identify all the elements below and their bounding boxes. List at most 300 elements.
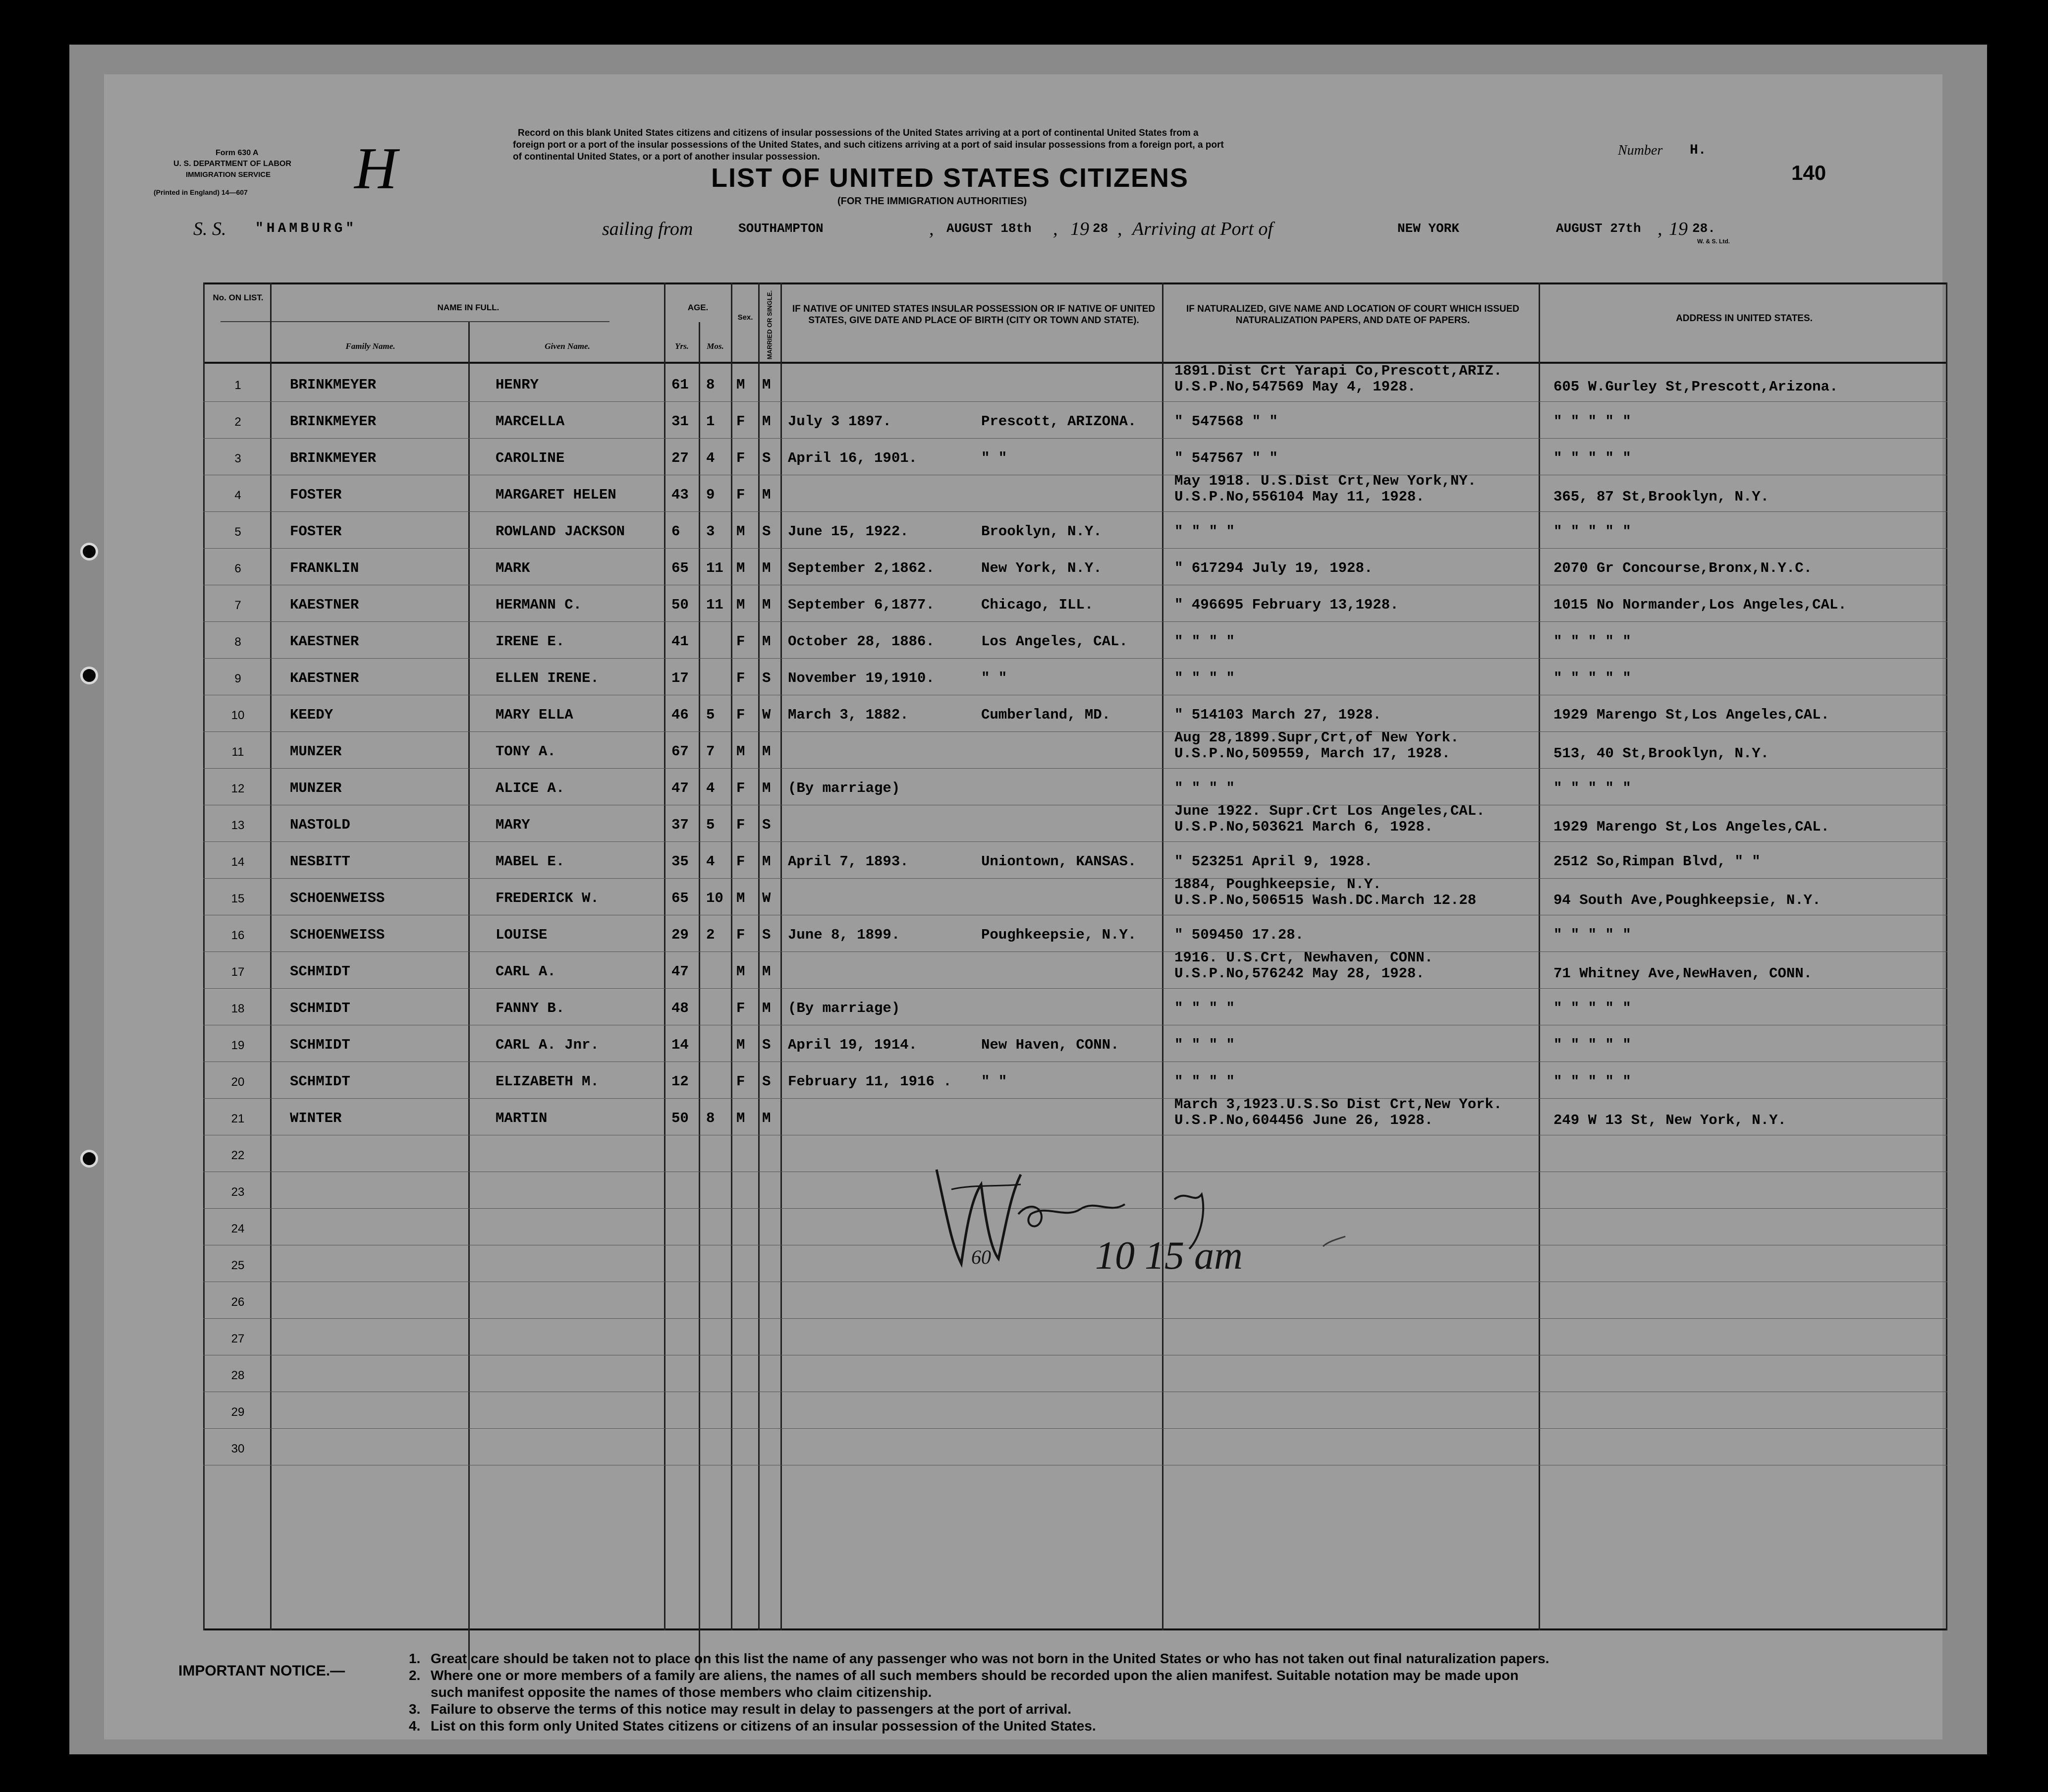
arriving-label: ,: [1117, 219, 1122, 239]
comma-3: ,: [1658, 219, 1662, 239]
header-mos: Mos.: [707, 341, 724, 351]
row-number: 26: [231, 1295, 245, 1309]
row-rule: [203, 548, 1947, 549]
naturalization-papers: U.S.P.No,576242 May 28, 1928.: [1174, 965, 1425, 982]
age-years: 65: [671, 560, 689, 576]
address: " " " " ": [1553, 523, 1631, 540]
family-name: MUNZER: [290, 743, 342, 760]
marital-status: M: [762, 487, 771, 503]
address: 1929 Marengo St,Los Angeles,CAL.: [1553, 819, 1829, 835]
age-months: 3: [706, 523, 715, 540]
notice-item-number: 3.: [409, 1701, 421, 1717]
table-row: [203, 842, 1947, 879]
row-rule: [203, 1098, 1947, 1099]
naturalization-court: 1916. U.S.Crt, Newhaven, CONN.: [1174, 950, 1434, 966]
marital-status: W: [762, 707, 771, 723]
sex: M: [736, 560, 745, 576]
punch-hole: [80, 543, 98, 560]
given-name: TONY A.: [496, 743, 556, 760]
birth-date: April 7, 1893.: [788, 853, 909, 870]
form-title: LIST OF UNITED STATES CITIZENS: [711, 163, 1189, 193]
table-border-bottom: [203, 1628, 1947, 1630]
table-border-top: [203, 282, 1947, 284]
row-number: 28: [231, 1369, 245, 1382]
birth-date: June 15, 1922.: [788, 523, 909, 540]
naturalization-court: June 1922. Supr.Crt Los Angeles,CAL.: [1174, 803, 1485, 819]
family-name: NESBITT: [290, 853, 350, 870]
arrival-port: NEW YORK: [1397, 221, 1459, 236]
marital-status: S: [762, 1037, 771, 1053]
family-name: SCHMIDT: [290, 1037, 350, 1053]
address: 605 W.Gurley St,Prescott,Arizona.: [1553, 379, 1838, 395]
table-row: [203, 876, 1947, 916]
naturalization-court: " 496695 February 13,1928.: [1174, 597, 1399, 613]
notice-item: [409, 1718, 1549, 1735]
row-number: 23: [231, 1185, 245, 1199]
row-number: 15: [231, 892, 245, 905]
handwritten-mark: H: [354, 135, 397, 201]
marital-status: S: [762, 927, 771, 943]
age-years: 50: [671, 597, 689, 613]
birth-place: New York, N.Y.: [981, 560, 1102, 576]
marital-status: M: [762, 743, 771, 760]
birth-date: September 6,1877.: [788, 597, 935, 613]
age-years: 37: [671, 817, 689, 833]
header-family-name: Family Name.: [345, 341, 395, 351]
naturalization-court: 1891.Dist Crt Yarapi Co,Prescott,ARIZ.: [1174, 363, 1502, 379]
notice-item-number: 1.: [409, 1651, 421, 1666]
naturalization-papers: U.S.P.No,604456 June 26, 1928.: [1174, 1112, 1434, 1128]
age-years: 29: [671, 927, 689, 943]
birth-date: November 19,1910.: [788, 670, 935, 686]
age-months: 4: [706, 450, 715, 466]
address: " " " " ": [1553, 1073, 1631, 1090]
age-years: 14: [671, 1037, 689, 1053]
notice-item-text: Failure to observe the terms of this notice may result in delay to passengers at the port of arrival.: [431, 1701, 1072, 1717]
age-months: 1: [706, 413, 715, 430]
address: 1929 Marengo St,Los Angeles,CAL.: [1553, 707, 1829, 723]
sailing-from-label: sailing from: [602, 219, 693, 239]
marital-status: S: [762, 817, 771, 833]
row-number: 22: [231, 1149, 245, 1162]
age-years: 27: [671, 450, 689, 466]
family-name: FRANKLIN: [290, 560, 359, 576]
row-number: 21: [231, 1112, 245, 1125]
table-row: [203, 549, 1947, 586]
naturalization-court: March 3,1923.U.S.So Dist Crt,New York.: [1174, 1096, 1502, 1113]
table-row: [203, 769, 1947, 806]
address: 249 W 13 St, New York, N.Y.: [1553, 1112, 1786, 1128]
birth-date: (By marriage): [788, 1000, 900, 1016]
marital-status: M: [762, 597, 771, 613]
family-name: BRINKMEYER: [290, 377, 377, 393]
sex: F: [736, 1073, 745, 1090]
sex: F: [736, 450, 745, 466]
row-rule: [203, 878, 1947, 879]
given-name: FANNY B.: [496, 1000, 565, 1016]
age-years: 61: [671, 377, 689, 393]
sex: M: [736, 743, 745, 760]
row-number: 19: [231, 1039, 245, 1052]
given-name: IRENE E.: [496, 633, 565, 650]
family-name: NASTOLD: [290, 817, 350, 833]
family-name: FOSTER: [290, 487, 342, 503]
row-number: 3: [234, 452, 241, 465]
sex: F: [736, 707, 745, 723]
sex: M: [736, 1037, 745, 1053]
birth-place: Chicago, ILL.: [981, 597, 1094, 613]
notice-item-text: Great care should be taken not to place on this list the name of any passenger who was not born in the United States or who has not taken out final naturalization papers.: [431, 1651, 1550, 1666]
header-given-name: Given Name.: [545, 341, 590, 351]
header-divider: [565, 321, 609, 322]
notice-item-text: Where one or more members of a family are aliens, the names of all such members should be recorded upon the alien manifest. Suitable notation may be made upon: [431, 1668, 1519, 1683]
age-months: 10: [706, 890, 723, 906]
address: " " " " ": [1553, 1000, 1631, 1016]
birth-date: (By marriage): [788, 780, 900, 796]
family-name: KAESTNER: [290, 597, 359, 613]
row-number: 29: [231, 1405, 245, 1419]
table-row: [203, 622, 1947, 659]
page-number: 140: [1791, 161, 1827, 184]
given-name: ELLEN IRENE.: [496, 670, 599, 686]
marital-status: S: [762, 1073, 771, 1090]
row-number: 11: [231, 745, 244, 759]
marital-status: M: [762, 1110, 771, 1126]
birth-place: Uniontown, KANSAS.: [981, 853, 1137, 870]
header-birth: IF NATIVE OF UNITED STATES INSULAR POSSESSION OR IF NATIVE OF UNITED STATES, GIVE DATE AND PLACE OF BIRTH (CITY OR TOWN AND STATE).: [792, 304, 1156, 326]
family-name: BRINKMEYER: [290, 450, 377, 466]
row-number: 6: [234, 562, 241, 575]
birth-date: July 3 1897.: [788, 413, 891, 430]
age-months: 4: [706, 853, 715, 870]
table-row: [203, 989, 1947, 1026]
notice-item: [409, 1684, 1549, 1701]
age-years: 47: [671, 780, 689, 796]
table-row: [203, 1429, 1947, 1466]
table-row: [203, 803, 1947, 842]
naturalization-court: " " " ": [1174, 780, 1235, 796]
given-name: MARY: [496, 817, 530, 833]
age-months: 8: [706, 377, 715, 393]
record-note-line-1: Record on this blank United States citizens and citizens of insular possessions of the United States arriving at a port of continental United States from a: [518, 128, 1199, 138]
number-value: H.: [1690, 143, 1707, 158]
row-rule: [203, 658, 1947, 659]
notice-item-number: 4.: [409, 1718, 421, 1734]
given-name: MARK: [496, 560, 530, 576]
notice-item: [409, 1667, 1549, 1684]
age-months: 11: [706, 560, 723, 576]
form-page: [104, 74, 1942, 1739]
table-row: [203, 402, 1947, 439]
family-name: WINTER: [290, 1110, 342, 1126]
notice-item: [409, 1650, 1549, 1667]
address: 2070 Gr Concourse,Bronx,N.Y.C.: [1553, 560, 1813, 576]
sex: F: [736, 413, 745, 430]
naturalization-court: " " " ": [1174, 1037, 1235, 1053]
table-row: [203, 1063, 1947, 1099]
age-months: 2: [706, 927, 715, 943]
address: " " " " ": [1553, 780, 1631, 796]
ss-label: S. S.: [193, 219, 226, 239]
punch-hole: [80, 667, 98, 684]
naturalization-court: " " " ": [1174, 1000, 1235, 1016]
birth-date: April 16, 1901.: [788, 450, 918, 466]
row-number: 25: [231, 1259, 245, 1272]
naturalization-papers: U.S.P.No,556104 May 11, 1928.: [1174, 489, 1425, 505]
sex: M: [736, 597, 745, 613]
header-name-in-full: NAME IN FULL.: [437, 303, 499, 312]
family-name: MUNZER: [290, 780, 342, 796]
naturalization-papers: U.S.P.No,547569 May 4, 1928.: [1174, 379, 1416, 395]
given-name: MARY ELLA: [496, 707, 573, 723]
sex: M: [736, 890, 745, 906]
table-row: [203, 512, 1947, 549]
form-subtitle: (FOR THE IMMIGRATION AUTHORITIES): [837, 196, 1027, 207]
notice-item-number: 2.: [409, 1668, 421, 1683]
family-name: KAESTNER: [290, 670, 359, 686]
row-rule: [203, 1318, 1947, 1319]
record-note-line-2: foreign port or a port of the insular possessions of the United States, and such citizens arriving at a port of said insular possessions from a foreign port, a port: [513, 140, 1224, 150]
printer-mark: W. & S. Ltd.: [1697, 238, 1730, 245]
birth-place: Brooklyn, N.Y.: [981, 523, 1102, 540]
arrival-date: AUGUST 27th: [1556, 221, 1641, 236]
arrive-year-prefix: 19: [1669, 219, 1688, 239]
row-number: 2: [234, 415, 241, 429]
departure-date: AUGUST 18th: [946, 221, 1032, 236]
birth-date: March 3, 1882.: [788, 707, 909, 723]
row-rule: [203, 511, 1947, 512]
arriving-at-port-label: Arriving at Port of: [1132, 219, 1273, 239]
birth-place: " ": [981, 450, 1007, 466]
age-years: 46: [671, 707, 689, 723]
age-years: 12: [671, 1073, 689, 1090]
row-number: 18: [231, 1002, 245, 1015]
sex: M: [736, 963, 745, 980]
sail-year-prefix: 19: [1070, 219, 1089, 239]
naturalization-court: " 509450 17.28.: [1174, 927, 1304, 943]
row-number: 10: [231, 709, 245, 722]
notice-item-text: such manifest opposite the names of those members who claim citizenship.: [431, 1684, 932, 1700]
birth-date: September 2,1862.: [788, 560, 935, 576]
given-name: CARL A.: [496, 963, 556, 980]
notice-list: [409, 1650, 1549, 1735]
given-name: CAROLINE: [496, 450, 565, 466]
naturalization-court: " 617294 July 19, 1928.: [1174, 560, 1373, 576]
address: 2512 So,Rimpan Blvd, " ": [1553, 853, 1761, 870]
naturalization-papers: U.S.P.No,506515 Wash.DC.March 12.28: [1174, 892, 1477, 908]
row-number: 13: [231, 819, 245, 832]
row-number: 4: [234, 489, 241, 502]
given-name: MARGARET HELEN: [496, 487, 616, 503]
table-row: [203, 916, 1947, 952]
age-months: 4: [706, 780, 715, 796]
table-row: [203, 1393, 1947, 1429]
family-name: SCHMIDT: [290, 1073, 350, 1090]
marital-status: M: [762, 560, 771, 576]
marital-status: M: [762, 853, 771, 870]
address: 94 South Ave,Poughkeepsie, N.Y.: [1553, 892, 1821, 908]
table-row: [203, 952, 1947, 989]
age-years: 43: [671, 487, 689, 503]
document-sheet: [69, 45, 1987, 1754]
row-rule: [203, 438, 1947, 439]
marital-status: M: [762, 1000, 771, 1016]
svg-text:10 15 am: 10 15 am: [1095, 1234, 1243, 1278]
header-naturalized: IF NATURALIZED, GIVE NAME AND LOCATION OF COURT WHICH ISSUED NATURALIZATION PAPERS, AND DATE OF PAPERS.: [1186, 304, 1519, 326]
table-row: [203, 1026, 1947, 1063]
given-name: MARTIN: [496, 1110, 548, 1126]
birth-place: Poughkeepsie, N.Y.: [981, 927, 1137, 943]
marital-status: M: [762, 633, 771, 650]
header-sex: Sex.: [737, 313, 753, 322]
svg-text:60: 60: [971, 1246, 991, 1268]
family-name: SCHOENWEISS: [290, 927, 385, 943]
row-number: 24: [231, 1222, 245, 1235]
notice-label: IMPORTANT NOTICE.—: [178, 1663, 345, 1679]
naturalization-court: " 547568 " ": [1174, 413, 1278, 430]
naturalization-court: " 523251 April 9, 1928.: [1174, 853, 1373, 870]
marital-status: S: [762, 450, 771, 466]
family-name: SCHMIDT: [290, 1000, 350, 1016]
number-label: Number: [1618, 143, 1663, 158]
given-name: MARCELLA: [496, 413, 565, 430]
sex: F: [736, 487, 745, 503]
row-number: 20: [231, 1075, 245, 1089]
age-years: 48: [671, 1000, 689, 1016]
row-number: 7: [234, 599, 241, 612]
sex: M: [736, 523, 745, 540]
sex: M: [736, 377, 745, 393]
naturalization-papers: U.S.P.No,503621 March 6, 1928.: [1174, 819, 1434, 835]
sex: M: [736, 1110, 745, 1126]
record-note-line-3: of continental United States, or a port of another insular possession.: [513, 152, 820, 162]
naturalization-court: May 1918. U.S.Dist Crt,New York,NY.: [1174, 473, 1477, 489]
age-years: 50: [671, 1110, 689, 1126]
sex: F: [736, 1000, 745, 1016]
given-name: HERMANN C.: [496, 597, 582, 613]
row-number: 5: [234, 525, 241, 539]
header-address: ADDRESS IN UNITED STATES.: [1676, 313, 1813, 324]
address: " " " " ": [1553, 670, 1631, 686]
birth-date: October 28, 1886.: [788, 633, 935, 650]
table-row: [203, 586, 1947, 622]
age-months: 5: [706, 707, 715, 723]
header-divider: [369, 321, 565, 322]
given-name: HENRY: [496, 377, 539, 393]
marital-status: M: [762, 413, 771, 430]
punch-hole: [80, 1150, 98, 1168]
given-name: MABEL E.: [496, 853, 565, 870]
given-name: ALICE A.: [496, 780, 565, 796]
row-rule: [203, 988, 1947, 989]
birth-date: February 11, 1916 .: [788, 1073, 952, 1090]
row-number: 14: [231, 855, 245, 869]
row-number: 1: [234, 379, 241, 392]
table-row: [203, 729, 1947, 769]
age-years: 47: [671, 963, 689, 980]
marital-status: M: [762, 780, 771, 796]
address: 365, 87 St,Brooklyn, N.Y.: [1553, 489, 1770, 505]
age-years: 35: [671, 853, 689, 870]
comma-1: ,: [929, 219, 934, 239]
header-no-on-list: No. ON LIST.: [213, 293, 264, 302]
marital-status: W: [762, 890, 771, 906]
naturalization-court: " 514103 March 27, 1928.: [1174, 707, 1382, 723]
header-yrs: Yrs.: [675, 341, 689, 351]
row-rule: [203, 841, 1947, 842]
header-married-or-single: MARRIED OR SINGLE.: [766, 290, 774, 360]
row-number: 12: [231, 782, 245, 795]
given-name: ELIZABETH M.: [496, 1073, 599, 1090]
comma-2: ,: [1053, 219, 1058, 239]
naturalization-court: " 547567 " ": [1174, 450, 1278, 466]
marital-status: M: [762, 377, 771, 393]
sex: F: [736, 927, 745, 943]
table-row: [203, 363, 1947, 402]
age-years: 67: [671, 743, 689, 760]
table-row: [203, 1096, 1947, 1136]
family-name: KAESTNER: [290, 633, 359, 650]
address: " " " " ": [1553, 450, 1631, 466]
sex: F: [736, 633, 745, 650]
marital-status: S: [762, 670, 771, 686]
age-years: 41: [671, 633, 689, 650]
arrival-year: 28.: [1692, 221, 1716, 236]
address: 1015 No Normander,Los Angeles,CAL.: [1553, 597, 1847, 613]
naturalization-papers: U.S.P.No,509559, March 17, 1928.: [1174, 745, 1450, 762]
marital-status: S: [762, 523, 771, 540]
address: " " " " ": [1553, 1037, 1631, 1053]
age-years: 65: [671, 890, 689, 906]
age-months: 8: [706, 1110, 715, 1126]
age-months: 7: [706, 743, 715, 760]
address: " " " " ": [1553, 413, 1631, 430]
row-number: 30: [231, 1442, 245, 1456]
table-row: [203, 1319, 1947, 1356]
departure-year: 28: [1093, 221, 1108, 236]
address: 71 Whitney Ave,NewHaven, CONN.: [1553, 965, 1813, 982]
form-department: U. S. DEPARTMENT OF LABOR: [173, 160, 291, 168]
age-years: 17: [671, 670, 689, 686]
row-rule: [203, 768, 1947, 769]
naturalization-court: " " " ": [1174, 1073, 1235, 1090]
birth-place: " ": [981, 670, 1007, 686]
notice-item: [409, 1701, 1549, 1718]
row-rule: [203, 1428, 1947, 1429]
birth-date: April 19, 1914.: [788, 1037, 918, 1053]
family-name: SCHOENWEISS: [290, 890, 385, 906]
sex: F: [736, 670, 745, 686]
family-name: SCHMIDT: [290, 963, 350, 980]
row-number: 27: [231, 1332, 245, 1345]
header-divider: [221, 321, 369, 322]
header-age: AGE.: [687, 303, 709, 312]
birth-date: June 8, 1899.: [788, 927, 900, 943]
handwritten-signature: [917, 1140, 1412, 1298]
family-name: KEEDY: [290, 707, 333, 723]
naturalization-court: 1884, Poughkeepsie, N.Y.: [1174, 876, 1382, 893]
birth-place: New Haven, CONN.: [981, 1037, 1119, 1053]
age-months: 9: [706, 487, 715, 503]
address: 513, 40 St,Brooklyn, N.Y.: [1553, 745, 1770, 762]
naturalization-court: " " " ": [1174, 523, 1235, 540]
row-number: 8: [234, 635, 241, 649]
birth-place: " ": [981, 1073, 1007, 1090]
passenger-table: [203, 282, 1947, 1630]
address: " " " " ": [1553, 633, 1631, 650]
age-years: 31: [671, 413, 689, 430]
birth-place: Los Angeles, CAL.: [981, 633, 1128, 650]
